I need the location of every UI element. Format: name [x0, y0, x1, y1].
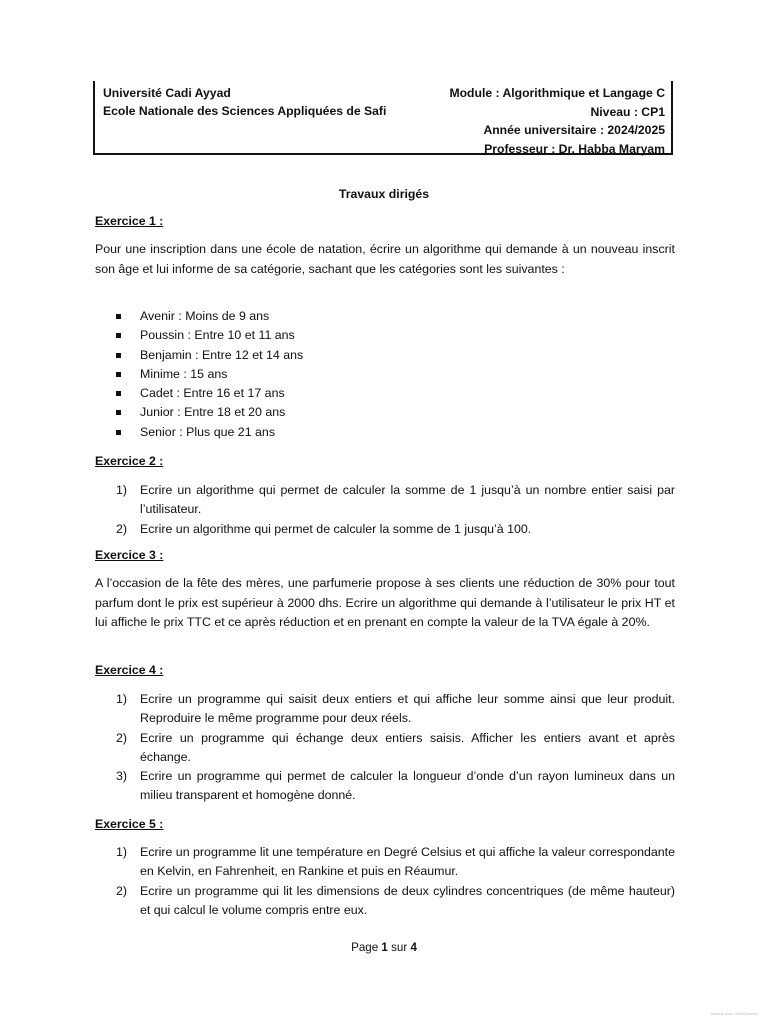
list-item: Avenir : Moins de 9 ans: [116, 307, 303, 326]
page-word: Page: [351, 941, 379, 954]
exercise-1-title: Exercice 1 :: [95, 214, 164, 228]
list-item: Poussin : Entre 10 et 11 ans: [116, 326, 303, 345]
scanner-watermark: Scanné avec CamScanner: [710, 1011, 758, 1016]
list-item: [116, 520, 675, 539]
list-item: [116, 843, 675, 882]
item-text: Ecrire un algorithme qui permet de calculer la somme de 1 jusqu’à un nombre entier saisi par l’utilisateur.: [140, 483, 675, 517]
list-item: [116, 729, 675, 768]
item-number: 3): [116, 769, 128, 784]
exercise-1-category-list: [116, 307, 303, 442]
list-item: [116, 690, 675, 729]
exercise-4-title: Exercice 4 :: [95, 663, 164, 677]
module-line: Module : Algorithmique et Langage C: [449, 86, 665, 100]
exercise-2-title: Exercice 2 :: [95, 454, 164, 468]
professor-line: Professeur : Dr. Habba Maryam: [484, 141, 665, 156]
page-footer: [0, 941, 768, 954]
item-number: 2): [116, 521, 128, 536]
item-number: 1): [116, 845, 128, 859]
level-line: Niveau : CP1: [590, 104, 665, 119]
exercise-5-title: Exercice 5 :: [95, 817, 164, 831]
exercise-5-list: [116, 843, 675, 920]
page-number: 1: [381, 941, 388, 954]
academic-year-line: Année universitaire : 2024/2025: [483, 123, 665, 137]
header-box: [93, 81, 673, 155]
list-item: Benjamin : Entre 12 et 14 ans: [116, 346, 303, 365]
item-number: 1): [116, 483, 128, 497]
list-item: Senior : Plus que 21 ans: [116, 423, 303, 442]
list-item: Cadet : Entre 16 et 17 ans: [116, 384, 303, 403]
list-item: Junior : Entre 18 et 20 ans: [116, 403, 303, 422]
item-number: 1): [116, 692, 128, 706]
item-number: 2): [116, 883, 128, 898]
item-text: Ecrire un programme qui saisit deux entiers et qui affiche leur somme ainsi que leur produit. Reproduire le même programme pour deux réels.: [140, 692, 675, 726]
list-item: Minime : 15 ans: [116, 365, 303, 384]
item-text: Ecrire un programme qui permet de calculer la longueur d’onde d’un rayon lumineux dans un milieu transparent et homogène donné.: [140, 769, 675, 803]
university-name: Université Cadi Ayyad: [103, 86, 231, 100]
institution-block: [103, 84, 386, 120]
exercise-1-text: Pour une inscription dans une école de natation, écrire un algorithme qui demande à un nouveau inscrit son âge et lui informe de sa catégorie, sachant que les catégories sont les suivantes :: [95, 242, 675, 276]
school-name: Ecole Nationale des Sciences Appliquées de Safi: [103, 104, 387, 118]
exercise-3-title: Exercice 3 :: [95, 548, 164, 562]
exercise-3-text: A l’occasion de la fête des mères, une parfumerie propose à ses clients une réduction de 30% pour tout parfum dont le prix est supérieur à 2000 dhs. Ecrire un algorithme qui demande à l’utilisateur le prix HT et lui affiche le prix TTC et ce après réduction et en prenant en compte la valeur de la TVA égale à 20%.: [95, 576, 675, 629]
list-item: [116, 882, 675, 921]
item-text: Ecrire un programme qui lit les dimensions de deux cylindres concentriques (de même hauteur) et qui calcul le volume compris entre eux.: [140, 883, 675, 917]
sur-word: sur: [391, 941, 408, 954]
item-text: Ecrire un programme lit une température en Degré Celsius et qui affiche la valeur correspondante en Kelvin, en Fahrenheit, en Rankine et puis en Réaumur.: [140, 845, 675, 879]
exercise-2-list: [116, 481, 675, 539]
item-text: Ecrire un algorithme qui permet de calculer la somme de 1 jusqu’à 100.: [140, 521, 532, 536]
page-total: 4: [410, 941, 417, 954]
item-text: Ecrire un programme qui échange deux entiers saisis. Afficher les entiers avant et après échange.: [140, 730, 675, 764]
course-info-block: [449, 84, 665, 158]
list-item: [116, 481, 675, 520]
exercise-4-list: [116, 690, 675, 806]
list-item: [116, 767, 675, 806]
item-number: 2): [116, 730, 128, 745]
document-title: Travaux dirigés: [338, 187, 430, 201]
